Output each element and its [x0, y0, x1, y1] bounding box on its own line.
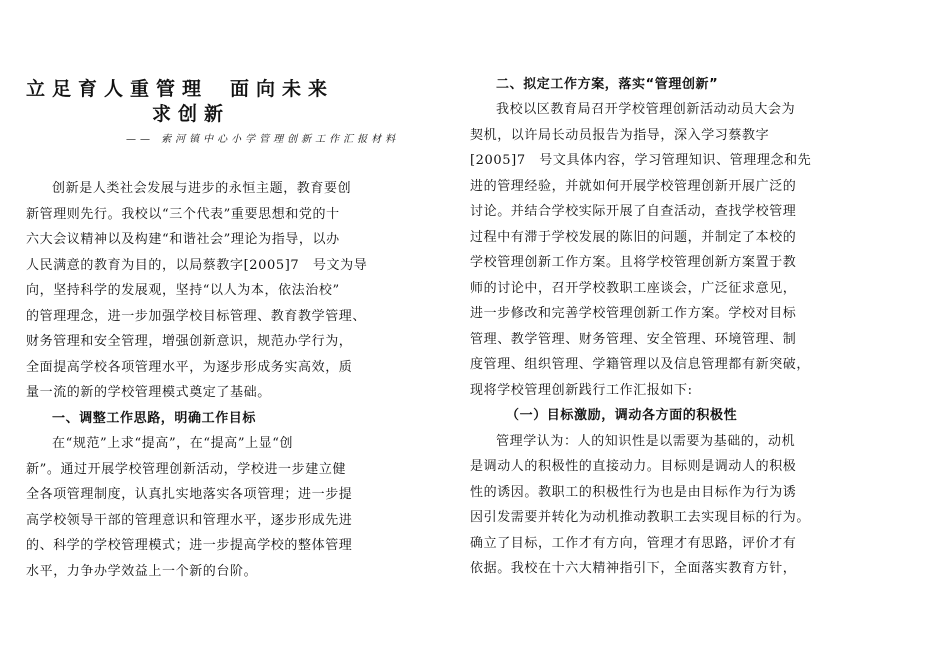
text-line: 现将学校管理创新践行工作汇报如下: [470, 382, 693, 398]
text-line: 因引发需要并转化为动机推动教职工去实现目标的行为。 [470, 510, 811, 525]
section-heading-2: 二、拟定工作方案，落实“管理创新” [496, 77, 719, 92]
text-line: 的管理理念，进一步加强学校目标管理、教育教学管理、 [26, 308, 367, 324]
text-line: 学校管理创新工作方案。且将学校管理创新方案置于教 [470, 255, 797, 270]
text-line: 高学校领导干部的管理意识和管理水平，逐步形成先进 [26, 512, 353, 528]
text-line: 进一步修改和完善学校管理创新工作方案。学校对目标 [470, 306, 797, 321]
text-line: 全各项管理制度，认真扎实地落实各项管理；进一步提 [26, 487, 353, 502]
text-line: 在“规范”上求“提高”，在“提高”上显“创 [52, 436, 294, 451]
text-line: 师的讨论中，召开学校教职工座谈会，广泛征求意见， [470, 280, 797, 296]
right-body-text [470, 97, 811, 582]
text-line: 向，坚持科学的发展观，坚持“以人为本，依法治校” [26, 283, 340, 298]
text-line: 人民满意的教育为目的，以局蔡教字[2005]7 号文为导 [26, 257, 368, 273]
title-part-1: 立足育人重管理 [26, 78, 209, 100]
subsection-heading-1: （一）目标激励，调动各方面的积极性 [506, 408, 738, 423]
text-line: 新管理则先行。我校以“三个代表”重要思想和党的十 [26, 206, 340, 222]
text-line: 量一流的新的学校管理模式奠定了基础。 [26, 385, 271, 400]
text-line: 讨论。并结合学校实际开展了自查活动，查找学校管理 [470, 204, 797, 219]
text-line: 全面提高学校各项管理水平，为逐步形成务实高效，质 [26, 359, 353, 375]
text-line: 创新是人类社会发展与进步的永恒主题，教育要创 [52, 181, 352, 196]
text-line: 度管理、组织管理、学籍管理以及信息管理都有新突破， [470, 357, 811, 372]
text-line: [2005]7 号文具体内容，学习管理知识、管理理念和先 [470, 153, 812, 168]
section-heading-1: 一、调整工作思路，明确工作目标 [52, 410, 257, 426]
text-line: 新”。通过开展学校管理创新活动，学校进一步建立健 [26, 461, 347, 477]
text-line: 水平，力争办学效益上一个新的台阶。 [26, 563, 258, 579]
document-title-line-2: 求创新 [152, 103, 231, 125]
text-line: 管理学认为：人的知识性是以需要为基础的，动机 [496, 433, 796, 449]
text-line: 性的诱因。教职工的积极性行为也是由目标作为行为诱 [470, 484, 797, 500]
text-line: 六大会议精神以及构建“和谐社会”理论为指导，以办 [26, 232, 340, 247]
text-line: 进的管理经验，并就如何开展学校管理创新开展广泛的 [470, 178, 797, 194]
text-line: 财务管理和安全管理，增强创新意识，规范办学行为， [26, 334, 353, 349]
text-line: 管理、教学管理、财务管理、安全管理、环境管理、制 [470, 331, 797, 347]
left-body-text [26, 176, 367, 584]
text-line: 过程中有滞于学校发展的陈旧的问题，并制定了本校的 [470, 229, 797, 245]
right-heading-block [470, 72, 718, 98]
text-line: 的、科学的学校管理模式；进一步提高学校的整体管理 [26, 538, 353, 553]
text-line: 契机，以许局长动员报告为指导，深入学习蔡教字 [470, 127, 770, 143]
document-subtitle: —— 索河镇中心小学管理创新工作汇报材料 [126, 134, 400, 145]
text-line: 依据。我校在十六大精神指引下，全面落实教育方针， [470, 561, 797, 576]
text-line: 是调动人的积极性的直接动力。目标则是调动人的积极 [470, 459, 797, 474]
document-title [26, 74, 371, 101]
text-line: 我校以区教育局召开学校管理创新活动动员大会为 [496, 102, 796, 117]
text-line: 确立了目标，工作才有方向，管理才有思路，评价才有 [470, 535, 797, 551]
title-part-2: 面向未来 [230, 78, 335, 100]
